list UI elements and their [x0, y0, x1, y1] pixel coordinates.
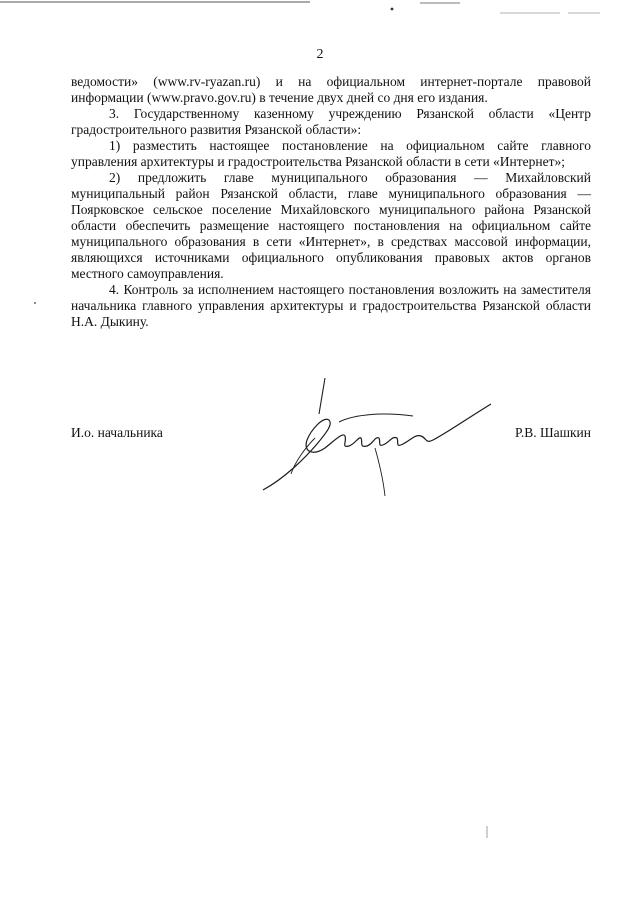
- scan-speck: [32, 300, 38, 306]
- paragraph-subitem-1: 1) разместить настоящее постановление на официальном сайте главного управления архитектуры и градостроительства Рязанской области в сети «Интернет»;: [71, 138, 591, 169]
- signatory-name: Р.В. Шашкин: [515, 425, 591, 440]
- paragraph-subitem-2: 2) предложить главе муниципального образования — Михайловский муниципальный район Рязанской области, главе муниципального образования — Поярковское сельское поселение Михайловского муниципального района Рязанской области обеспечить размещение настоящего постановления на официальном сайте муниципального образования в сети «Интернет», в средствах массовой информации, являющихся источниками официального опубликования правовых актов органов местного самоуправления.: [71, 170, 591, 281]
- signature-block: [71, 425, 591, 445]
- paragraph-continuation: ведомости» (www.rv-ryazan.ru) и на официальном интернет-портале правовой информации (www.pravo.gov.ru) в течение двух дней со дня его издания.: [71, 74, 591, 105]
- document-body: [71, 74, 591, 330]
- scan-edge-marks: [0, 0, 640, 20]
- paragraph-item-3: 3. Государственному казенному учреждению Рязанской области «Центр градостроительного развития Рязанской области»:: [71, 106, 591, 137]
- page-number: 2: [316, 47, 324, 62]
- paragraph-item-4: 4. Контроль за исполнением настоящего постановления возложить на заместителя начальника главного управления архитектуры и градостроительства Рязанской области Н.А. Дыкину.: [71, 282, 591, 329]
- scan-speck: [484, 826, 490, 838]
- signatory-title: И.о. начальника: [71, 425, 163, 440]
